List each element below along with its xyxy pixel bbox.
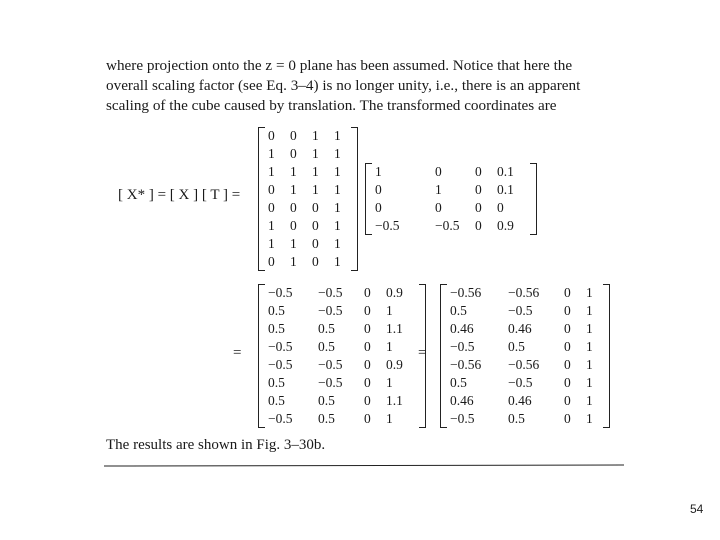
matrix-cell: 1 — [268, 236, 275, 251]
matrix-cell: 0.9 — [497, 218, 514, 233]
matrix-row — [375, 163, 527, 181]
matrix-cell: 0 — [312, 200, 319, 215]
matrix-cell: −0.56 — [450, 285, 482, 300]
matrix-row — [450, 410, 600, 428]
divider — [104, 464, 624, 466]
matrix-row — [268, 320, 416, 338]
matrix-row — [268, 374, 416, 392]
matrix-cell: 1.1 — [386, 321, 403, 336]
matrix-row — [268, 163, 348, 181]
matrix-row — [375, 199, 527, 217]
matrix-cell: 0 — [290, 218, 297, 233]
matrix-cell: 1 — [586, 411, 593, 426]
matrix-cell: 0.9 — [386, 357, 403, 372]
matrix-t-table — [375, 163, 527, 235]
matrix-cell: 0 — [375, 182, 382, 197]
matrix-row — [268, 410, 416, 428]
matrix-cell: 0 — [290, 146, 297, 161]
matrix-cell: 1 — [586, 375, 593, 390]
matrix-row — [268, 181, 348, 199]
matrix-row — [375, 217, 527, 235]
matrix-cell: 0.5 — [318, 321, 335, 336]
matrix-cell: 1 — [312, 182, 319, 197]
matrix-cell: 1 — [586, 339, 593, 354]
matrix-cell: 1 — [290, 182, 297, 197]
matrix-cell: 0 — [268, 128, 275, 143]
matrix-cell: 0.5 — [268, 393, 285, 408]
matrix-normalized-table — [450, 284, 600, 428]
paragraph-line: overall scaling factor (see Eq. 3–4) is no longer unity, i.e., there is an apparent — [106, 77, 581, 94]
equation-lhs: [ X* ] = [ X ] [ T ] = — [118, 187, 241, 203]
matrix-cell: 0 — [564, 285, 571, 300]
matrix-cell: −0.5 — [508, 303, 533, 318]
paragraph-line: scaling of the cube caused by translation. The transformed coordinates are — [106, 97, 557, 114]
matrix-cell: 0 — [268, 182, 275, 197]
matrix-cell: 0 — [268, 254, 275, 269]
matrix-cell: 0 — [564, 357, 571, 372]
matrix-row — [450, 356, 600, 374]
matrix-row — [268, 127, 348, 145]
matrix-cell: 0 — [364, 357, 371, 372]
equals-sign: = — [233, 345, 242, 361]
matrix-cell: 0 — [312, 254, 319, 269]
matrix-cell: 0 — [435, 200, 442, 215]
matrix-cell: 0.9 — [386, 285, 403, 300]
page-number: 54 — [690, 502, 704, 516]
matrix-row — [268, 199, 348, 217]
matrix-cell: 1 — [312, 146, 319, 161]
caption: The results are shown in Fig. 3–30b. — [106, 437, 326, 453]
matrix-cell: 1 — [334, 164, 341, 179]
matrix-cell: −0.5 — [268, 357, 293, 372]
matrix-cell: 0 — [475, 164, 482, 179]
matrix-cell: 1 — [386, 375, 393, 390]
paragraph-line: where projection onto the z = 0 plane has been assumed. Notice that here the — [106, 57, 573, 74]
right-bracket — [351, 127, 358, 271]
matrix-cell: 0 — [435, 164, 442, 179]
matrix-cell: 0 — [475, 182, 482, 197]
matrix-cell: 1 — [334, 182, 341, 197]
matrix-cell: −0.5 — [318, 357, 343, 372]
matrix-cell: 0.5 — [450, 375, 467, 390]
matrix-row — [268, 284, 416, 302]
matrix-cell: −0.5 — [450, 411, 475, 426]
matrix-product-table — [268, 284, 416, 428]
matrix-row — [450, 392, 600, 410]
matrix-cell: 0 — [364, 285, 371, 300]
matrix-cell: 0 — [475, 218, 482, 233]
matrix-cell: 0.5 — [268, 321, 285, 336]
matrix-cell: −0.56 — [508, 357, 540, 372]
matrix-cell: 1 — [290, 236, 297, 251]
matrix-cell: 0 — [312, 218, 319, 233]
matrix-cell: −0.5 — [318, 303, 343, 318]
matrix-cell: 1.1 — [386, 393, 403, 408]
matrix-x — [258, 127, 358, 271]
matrix-cell: 1 — [586, 357, 593, 372]
matrix-product — [258, 284, 426, 428]
matrix-cell: 0.5 — [318, 339, 335, 354]
matrix-cell: 1 — [312, 128, 319, 143]
matrix-row — [450, 374, 600, 392]
matrix-row — [450, 284, 600, 302]
matrix-cell: 0.1 — [497, 164, 514, 179]
matrix-cell: 1 — [290, 254, 297, 269]
matrix-cell: 0 — [364, 411, 371, 426]
matrix-cell: 0 — [290, 128, 297, 143]
matrix-row — [268, 217, 348, 235]
matrix-cell: −0.5 — [375, 218, 400, 233]
matrix-row — [268, 356, 416, 374]
matrix-cell: 1 — [290, 164, 297, 179]
matrix-row — [450, 338, 600, 356]
matrix-cell: 1 — [268, 218, 275, 233]
matrix-cell: −0.56 — [508, 285, 540, 300]
matrix-cell: 1 — [334, 218, 341, 233]
matrix-cell: 0 — [364, 321, 371, 336]
matrix-cell: 1 — [386, 411, 393, 426]
body-paragraph — [106, 56, 626, 116]
right-bracket — [530, 163, 537, 235]
matrix-cell: 0 — [564, 339, 571, 354]
matrix-cell: −0.5 — [268, 411, 293, 426]
right-bracket — [603, 284, 610, 428]
matrix-cell: 1 — [586, 303, 593, 318]
matrix-cell: 0 — [564, 303, 571, 318]
matrix-row — [268, 302, 416, 320]
matrix-cell: 0 — [564, 393, 571, 408]
matrix-t — [365, 163, 537, 235]
matrix-cell: 0 — [564, 321, 571, 336]
left-bracket — [258, 284, 265, 428]
matrix-row — [450, 302, 600, 320]
matrix-cell: 1 — [375, 164, 382, 179]
matrix-cell: 0.5 — [268, 303, 285, 318]
matrix-row — [268, 253, 348, 271]
matrix-cell: 1 — [334, 200, 341, 215]
matrix-cell: 1 — [586, 285, 593, 300]
matrix-cell: 0.1 — [497, 182, 514, 197]
matrix-row — [375, 181, 527, 199]
matrix-cell: 1 — [435, 182, 442, 197]
matrix-cell: 0 — [364, 375, 371, 390]
matrix-cell: 0 — [268, 200, 275, 215]
matrix-cell: 0 — [564, 375, 571, 390]
matrix-cell: 1 — [334, 236, 341, 251]
matrix-cell: −0.5 — [435, 218, 460, 233]
matrix-cell: 1 — [586, 321, 593, 336]
equals-sign: = — [418, 345, 427, 361]
matrix-cell: 0.46 — [508, 321, 532, 336]
matrix-cell: 0.5 — [450, 303, 467, 318]
matrix-cell: 1 — [334, 128, 341, 143]
matrix-cell: 0 — [497, 200, 504, 215]
matrix-cell: 0.46 — [450, 321, 474, 336]
matrix-normalized — [440, 284, 610, 428]
matrix-row — [268, 338, 416, 356]
matrix-cell: 0.46 — [508, 393, 532, 408]
matrix-cell: −0.5 — [508, 375, 533, 390]
matrix-cell: 1 — [386, 339, 393, 354]
matrix-cell: −0.5 — [318, 285, 343, 300]
left-bracket — [365, 163, 372, 235]
matrix-row — [268, 235, 348, 253]
matrix-cell: 1 — [312, 164, 319, 179]
matrix-cell: 0 — [312, 236, 319, 251]
matrix-cell: 1 — [334, 254, 341, 269]
matrix-cell: 0.5 — [508, 339, 525, 354]
matrix-x-table — [268, 127, 348, 271]
matrix-row — [268, 145, 348, 163]
matrix-cell: −0.5 — [318, 375, 343, 390]
matrix-cell: 0.46 — [450, 393, 474, 408]
matrix-cell: −0.5 — [268, 285, 293, 300]
matrix-cell: −0.56 — [450, 357, 482, 372]
matrix-cell: 0 — [290, 200, 297, 215]
matrix-cell: 0 — [564, 411, 571, 426]
matrix-cell: 1 — [386, 303, 393, 318]
matrix-cell: −0.5 — [450, 339, 475, 354]
matrix-cell: 0.5 — [268, 375, 285, 390]
matrix-cell: 0 — [375, 200, 382, 215]
matrix-cell: 0.5 — [318, 411, 335, 426]
matrix-cell: 0 — [475, 200, 482, 215]
matrix-cell: 0.5 — [508, 411, 525, 426]
matrix-row — [450, 320, 600, 338]
matrix-cell: 1 — [268, 164, 275, 179]
left-bracket — [258, 127, 265, 271]
matrix-cell: 1 — [586, 393, 593, 408]
matrix-cell: 0 — [364, 303, 371, 318]
matrix-cell: 0.5 — [318, 393, 335, 408]
matrix-row — [268, 392, 416, 410]
matrix-cell: 1 — [268, 146, 275, 161]
matrix-cell: −0.5 — [268, 339, 293, 354]
matrix-cell: 1 — [334, 146, 341, 161]
matrix-cell: 0 — [364, 339, 371, 354]
left-bracket — [440, 284, 447, 428]
matrix-cell: 0 — [364, 393, 371, 408]
